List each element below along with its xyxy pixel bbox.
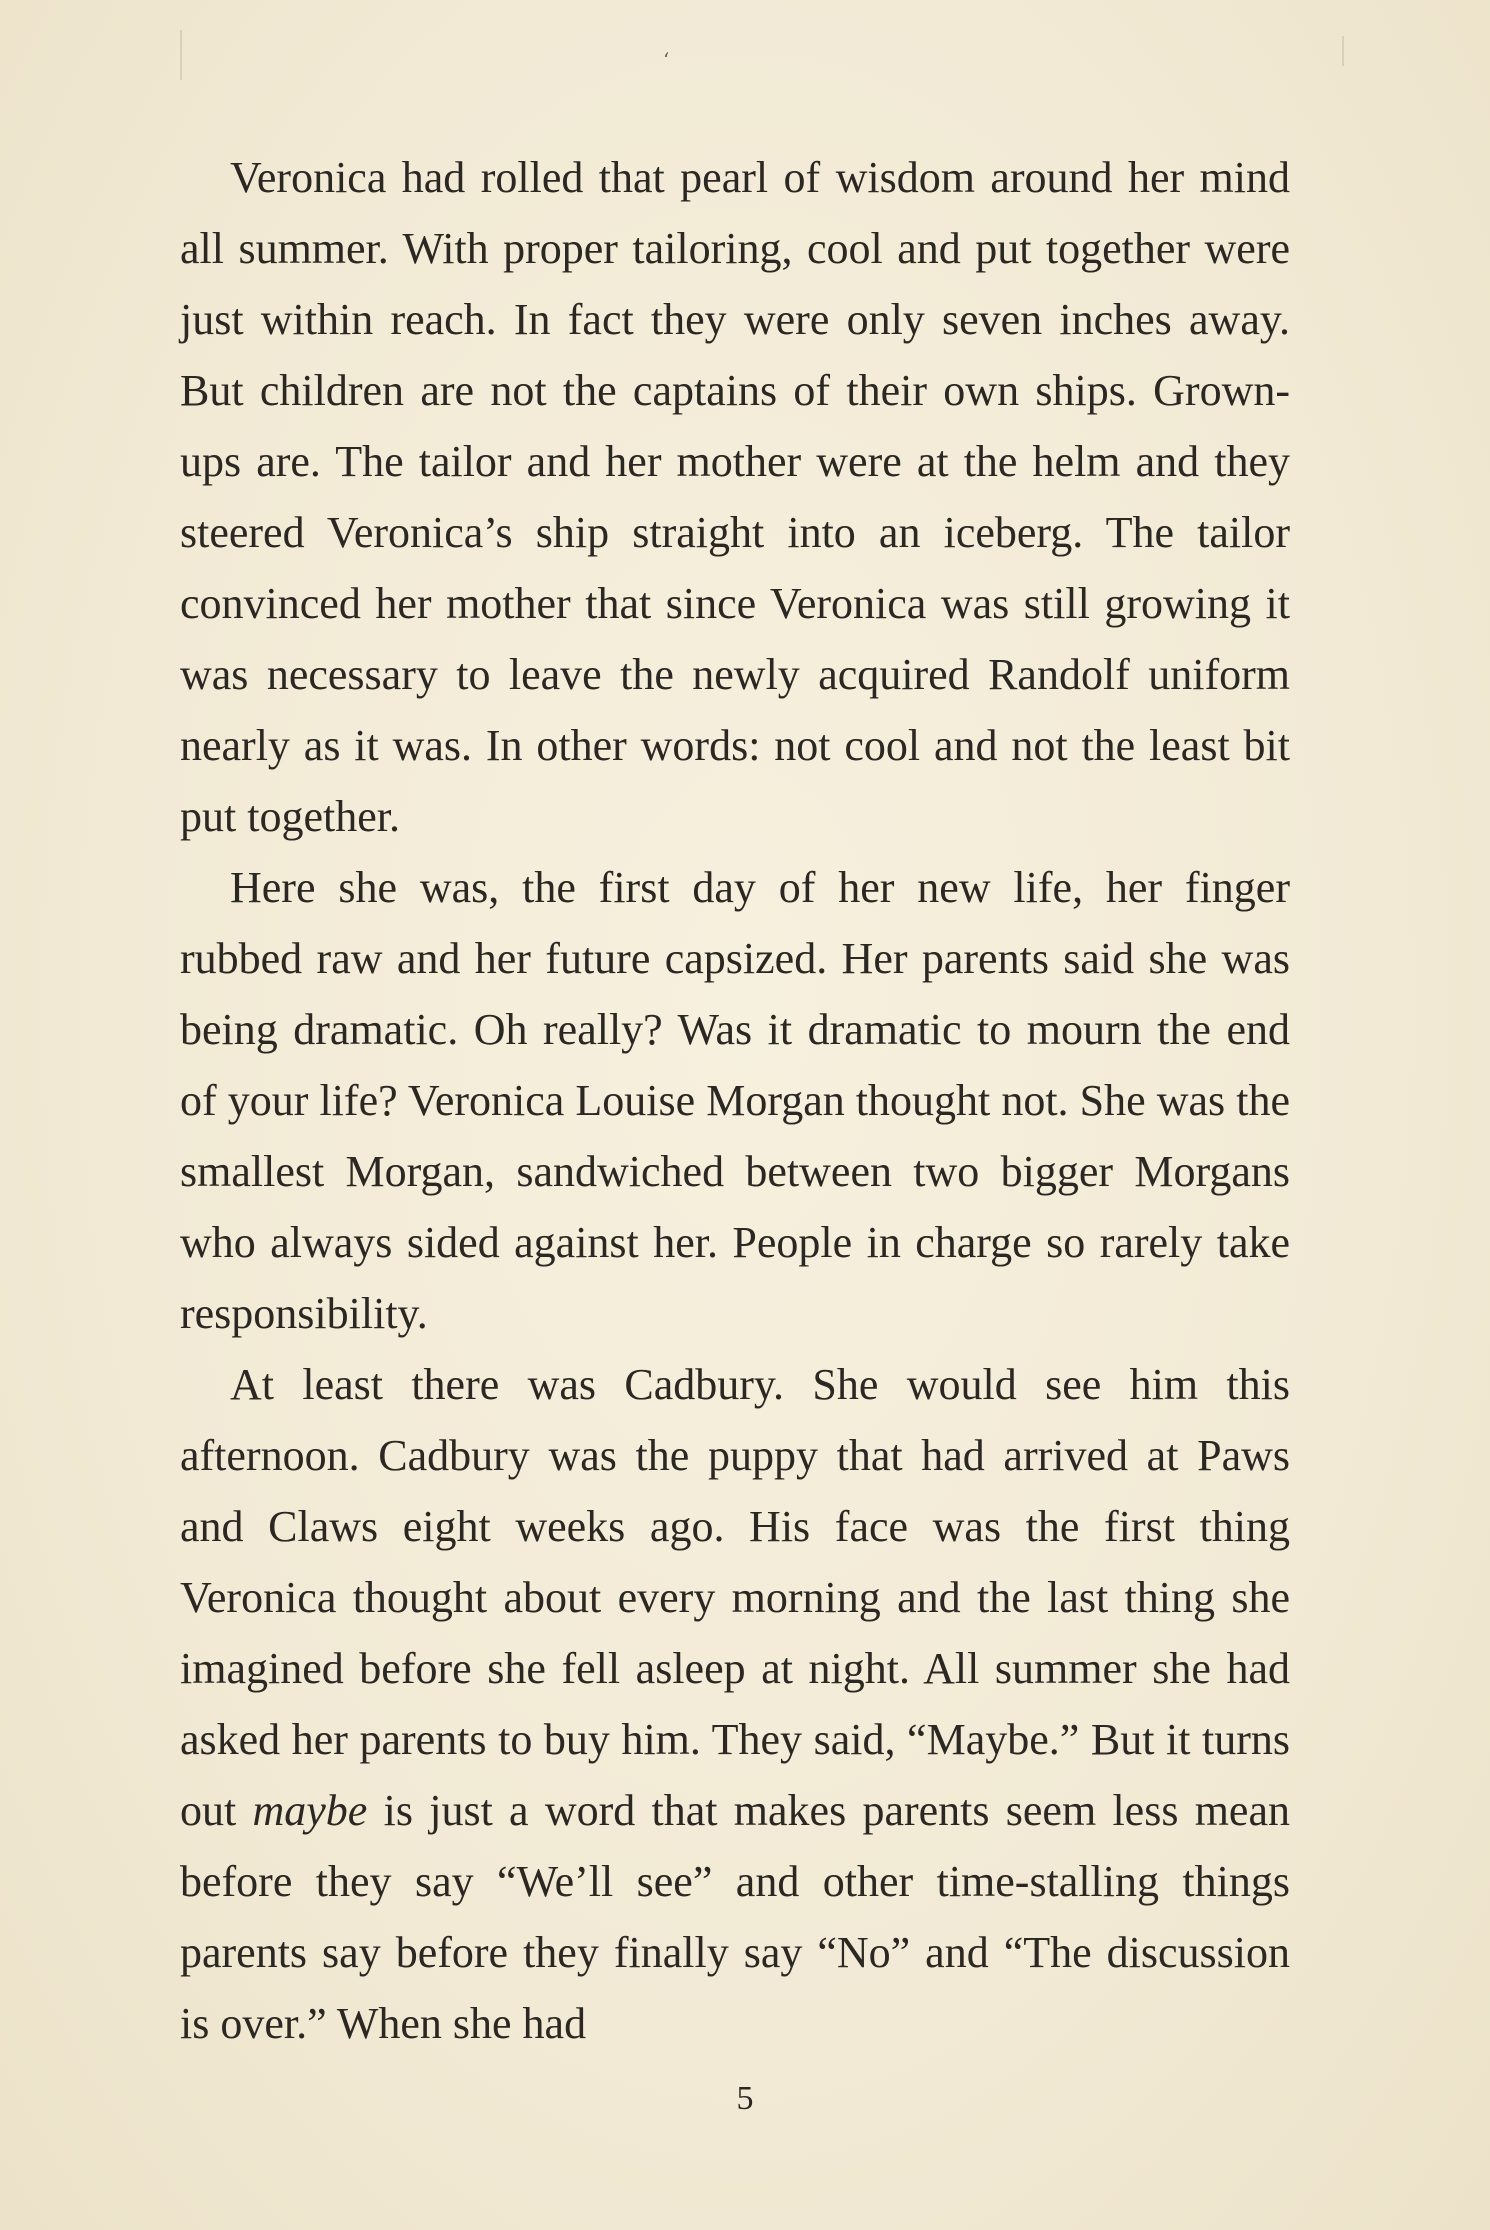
paragraph-3-part-2: is just a word that makes parents seem less mean before they say “We’ll see” and other time-stalling things parents say before they finally say “No” and “The discussion is over.” When she had [180, 1786, 1290, 2048]
paragraph-2: Here she was, the first day of her new life, her finger rubbed raw and her future capsized. Her parents said she was being dramatic. Oh really? Was it dramatic to mourn the end of your life? Veronica Louise Morgan thought not. She was the smallest Morgan, sandwiched between two bigger Morgans who always sided against her. People in charge so rarely take responsibility. [180, 863, 1290, 1338]
paragraph-1: Veronica had rolled that pearl of wisdom around her mind all summer. With proper tailoring, cool and put together were just within reach. In fact they were only seven inches away. But children are not the captains of their own ships. Grown-ups are. The tailor and her mother were at the helm and they steered Veronica’s ship straight into an iceberg. The tailor convinced her mother that since Veronica was still growing it was necessary to leave the newly acquired Randolf uniform nearly as it was. In other words: not cool and not the least bit put together. [180, 153, 1290, 841]
page-edge-mark [1342, 36, 1344, 66]
italic-word-maybe: maybe [252, 1786, 368, 1835]
page-mark: ‘ [663, 48, 670, 72]
page-edge-mark [180, 30, 182, 80]
paragraph-3 [180, 1349, 1290, 2059]
paragraph-3-part-1: At least there was Cadbury. She would see him this afternoon. Cadbury was the puppy that had arrived at Paws and Claws eight weeks ago. His face was the first thing Veronica thought about every morning and the last thing she imagined before she fell asleep at night. All summer she had asked her parents to buy him. They said, “Maybe.” But it turns out [180, 1360, 1290, 1835]
page-number: 5 [736, 2080, 754, 2117]
body-text [180, 142, 1290, 2059]
